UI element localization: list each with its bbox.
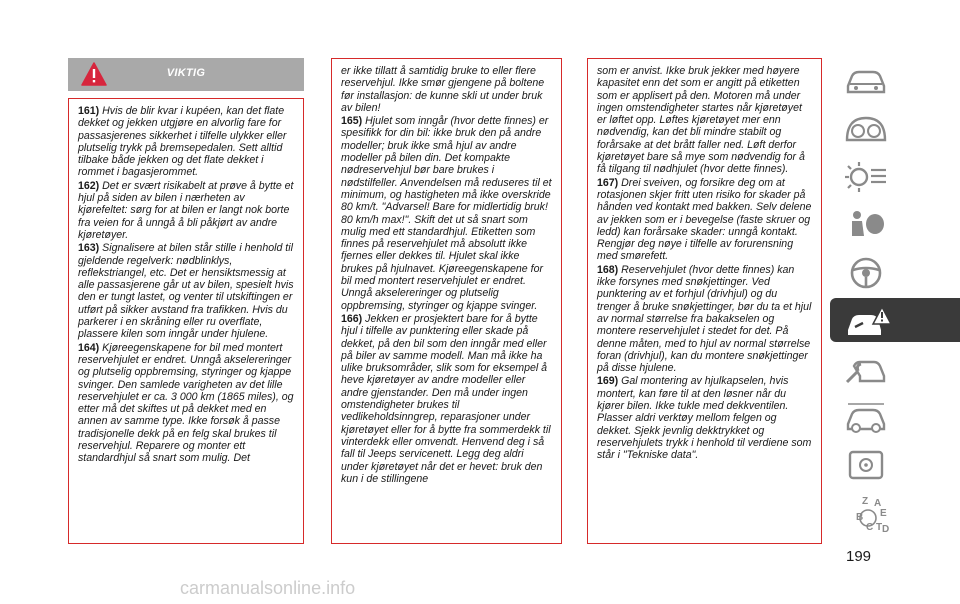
note-number: 169) <box>597 375 622 388</box>
index-letter: A <box>874 498 882 509</box>
note-text: Signalisere at bilen står stille i henhold til gjeldende regelverk: nødblinklys, reflekstriangel, etc. Det er hensiktsmessig at alle passasjerene går ut av bilen, spesielt hvis den er tungt lastet, og venter til utskiftingen er utført på sikker avstand fra trafikken. Hvis du parkerer i en skråning eller ru overflate, plassere kilen som inngår under hjulene. <box>78 242 294 341</box>
tab-emergency[interactable] <box>830 298 960 342</box>
car-info-icon <box>844 64 888 98</box>
index-letter: Z <box>862 496 869 507</box>
tab-airbag[interactable] <box>830 202 960 246</box>
text-column-2 <box>331 58 562 544</box>
paragraph <box>597 65 813 176</box>
tab-specs[interactable] <box>830 394 960 438</box>
index-letter: E <box>880 508 887 519</box>
note-number: 167) <box>597 176 622 189</box>
warning-title: VIKTIG <box>166 67 206 79</box>
note-text: er ikke tillatt å samtidig bruke to eller flere reservehjul. Ikke smør gjengene på boltene før installasjon: de kunne skli ut under bruk av bilen! <box>341 65 545 114</box>
lights-icon <box>844 160 888 194</box>
paragraph <box>78 342 295 465</box>
text-column-3 <box>587 58 822 544</box>
paragraph <box>78 105 295 179</box>
note-number: 161) <box>78 105 103 117</box>
text-column-1 <box>68 98 304 544</box>
paragraph <box>341 313 553 485</box>
note-text: Jekken er prosjektert bare for å bytte hjul i tilfelle av punktering eller skade på dekket, på den bil som den inngår med eller på biler av samme modell. Man må ikke ha ulike bruksområder, slik som for eksempel å heve kjøretøyer av andre modeller eller andre gjenstander. Den må under ingen omstendigheter brukes til vedlikeholdsinngrep, reparasjoner under kjøretøyet eller for å bytte fra sommerdekk til vinterdekk eller omvendt. Henvend deg i så fall til Jeeps servicenett. Legg deg aldri under kjøretøyet når det er hevet: bruk den kun i de stillingene <box>341 312 551 485</box>
tab-index[interactable] <box>830 490 960 534</box>
note-text: Det er svært risikabelt at prøve å bytte et hjul på siden av bilen i nærheten av kjørefeltet: sørg for at bilen er langt nok borte fra veien for å unngå å bli påkjørt av andre kjøretøyer. <box>78 179 294 241</box>
paragraph <box>597 375 813 461</box>
index-icon <box>844 492 894 542</box>
airbag-icon <box>844 208 888 242</box>
tab-maintenance[interactable] <box>830 346 960 390</box>
note-number: 165) <box>341 115 366 128</box>
note-text: Hvis de blir kvar i kupéen, kan det flate dekket og jekken utgjøre en alvorlig fare for passasjerenes sikkerhet i tilfelle ulykker eller plutselig trykk på bremsepedalen. Sett alltid tilbake både jekken og det flate dekket i rommet i bagasjerommet. <box>78 105 287 179</box>
note-number: 163) <box>78 242 103 255</box>
paragraph <box>597 264 813 375</box>
index-letter: C <box>866 522 874 533</box>
note-number: 168) <box>597 263 622 276</box>
tab-lights[interactable] <box>830 154 960 198</box>
paragraph <box>597 177 813 263</box>
note-text: Drei sveiven, og forsikre deg om at rotasjonen skjer fritt uten risiko for skader på hånden ved kontakt med bakken. Selv delene av jekken som er i bevegelse (faste skruer og ledd) kan forårsake skader: unngå kontakt. Rengjør deg nøye i tilfelle av forurensning med smørefett. <box>597 176 812 263</box>
multimedia-icon <box>844 448 888 482</box>
warning-header <box>68 58 304 91</box>
page-number: 199 <box>846 548 872 565</box>
tab-car-info[interactable] <box>830 58 960 102</box>
note-number: 166) <box>341 312 366 325</box>
note-number: 162) <box>78 179 103 192</box>
steering-wheel-icon <box>844 256 888 290</box>
paragraph <box>341 65 553 114</box>
tab-steering[interactable] <box>830 250 960 294</box>
note-text: som er anvist. Ikke bruk jekker med høyere kapasitet enn det som er angitt på etiketten som er applisert på den. Motoren må under ingen omstendigheter startes når kjøretøyet er løftet opp. Løftes kjøretøyet mer enn nødvendig, kan det bli mindre stabilt og forårsake at det brått faller ned. Løft derfor kjøretøyet bare så mye som nødvendig for å få tilgang til nødhjulet (hvor dette finnes). <box>597 65 805 176</box>
index-letter: D <box>882 524 890 535</box>
tab-dashboard[interactable] <box>830 106 960 150</box>
wrench-car-icon <box>844 352 888 386</box>
paragraph <box>78 180 295 241</box>
paragraph <box>78 242 295 340</box>
car-specs-icon <box>844 400 888 434</box>
tab-multimedia[interactable] <box>830 442 960 486</box>
index-letter: T <box>876 522 883 533</box>
footer-watermark: carmanualsonline.info <box>180 578 356 598</box>
note-text: Hjulet som inngår (hvor dette finnes) er spesifikk for din bil: ikke bruk den på andre modeller; bruk ikke små hjul av andre modeller på bilen din. Det kompakte nødreservehjul bør bare brukes i nødstilfeller. Anvendelsen må reduseres til et minimum, og hastigheten må ikke overskride 80 km/t. "Advarsel! Bare for midlertidig bruk! 80 km/h max!". Skift det ut så snart som mulig med ett standardhjul. Etiketten som finnes på reservehjulet må absolutt ikke fjernes eller dekkes til. Hjulet skal ikke brukes på hjulnavet. Kjøreegenskapene for bil med montert reservehjulet er endret. Unngå akselereringer og plutselig oppbremsing, styringer og kjappe svinger. <box>341 115 552 312</box>
index-letter: B <box>856 512 864 523</box>
note-number: 164) <box>78 341 103 354</box>
paragraph <box>341 115 553 312</box>
dashboard-icon <box>844 112 888 146</box>
note-text: Gal montering av hjulkapselen, hvis montert, kan føre til at den løsner når du kjører bilen. Ikke tukle med dekkventilen. Plasser aldri verktøy mellom felgen og dekket. Sjekk jevnlig dekktrykket og reservehjulets trykk i henhold til verdiene som står i "Tekniske data". <box>597 375 812 462</box>
note-text: Reservehjulet (hvor dette finnes) kan ikke forsynes med snøkjettinger. Ved punktering av et forhjul (drivhjul) og du trenger å bruke snøkjettinger, bør du ta et hjul av normal størrelse fra bakakselen og montere reservehjulet i stedet for det. På denne måten, med to hjul av normal størrelse foran (drivhjul), kan du montere snøkjettinger på disse hjulene. <box>597 263 812 375</box>
note-text: Kjøreegenskapene for bil med montert reservehjulet er endret. Unngå akselereringer og plutselig oppbremsing, styringer og kjappe svinger. Den samlede varigheten av det lille reservehjulet er ca. 3 000 km (1865 miles), og etter må det skiftes ut på dekket med en annen av samme type. Ikke forsøk å passe tradisjonelle dekk på en felg skal brukes til reservehjul. Reparere og monter ett standardhjul så snart som mulig. Det <box>78 341 294 465</box>
emergency-icon <box>844 304 894 338</box>
